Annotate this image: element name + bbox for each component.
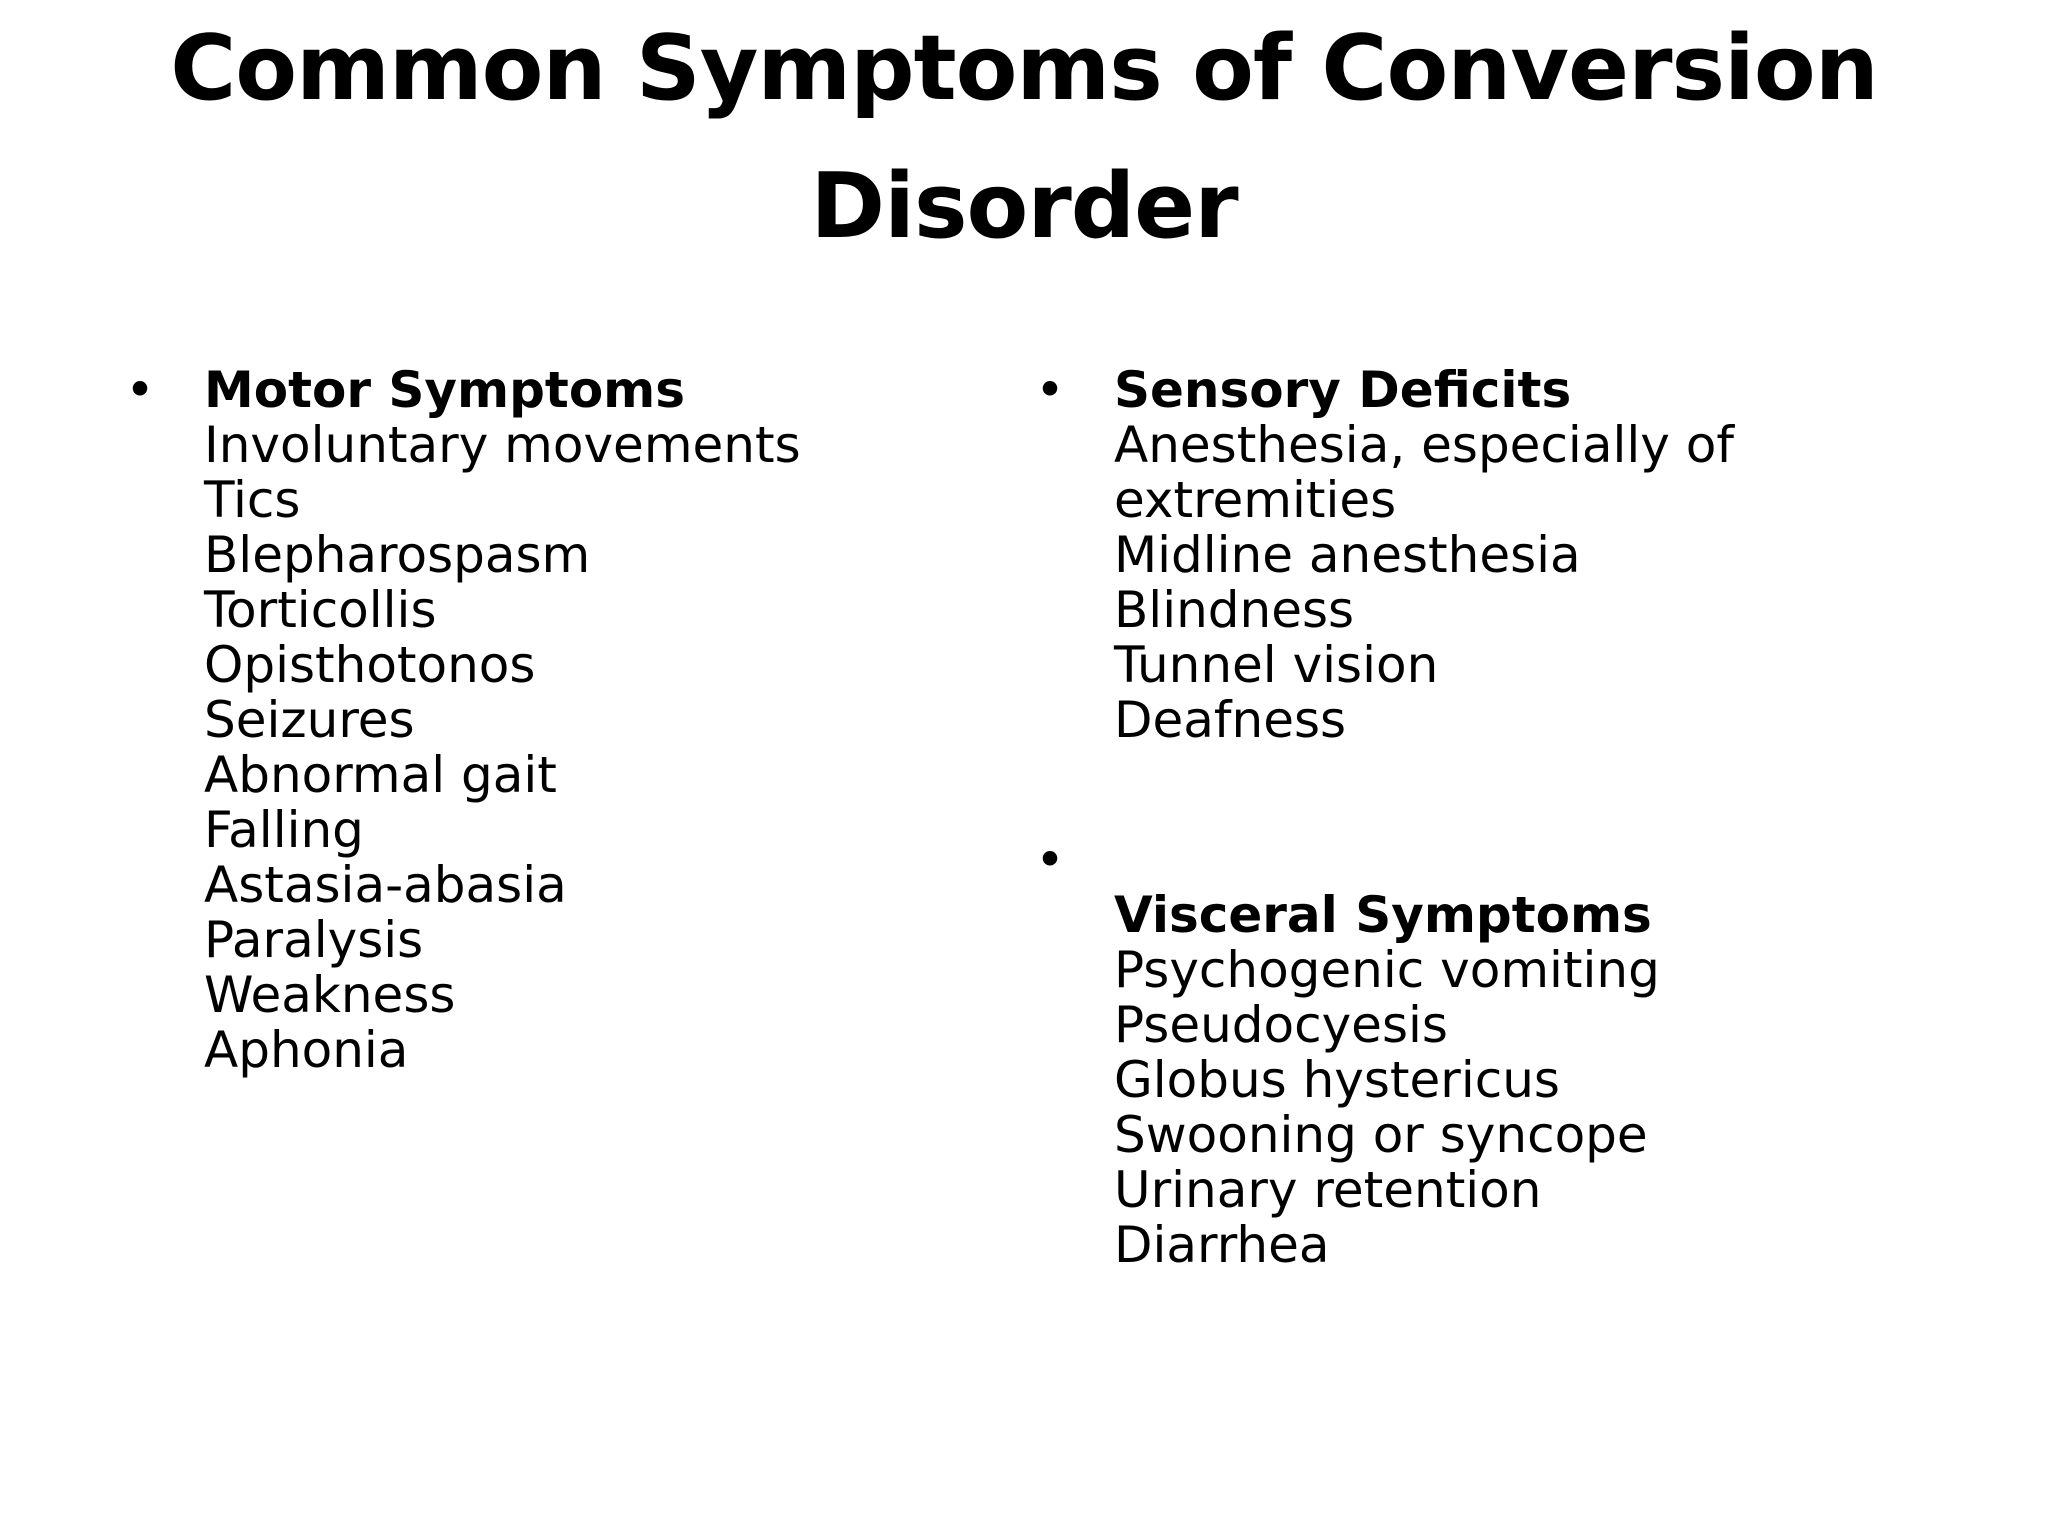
group-heading: Visceral Symptoms [1114, 886, 1652, 944]
list-item: Paralysis [204, 911, 424, 969]
blank-line [1114, 833, 1930, 888]
list-item: Anesthesia, especially of [1114, 416, 1734, 474]
list-item: Blindness [1114, 581, 1355, 639]
list-item: Aphonia [204, 1021, 409, 1079]
bullet-icon: • [1035, 831, 1065, 889]
list-item: Abnormal gait [204, 746, 557, 804]
list-item: Tics [204, 471, 301, 529]
list-item: Involuntary movements [204, 416, 801, 474]
visceral-symptoms-group [1030, 833, 1930, 1273]
bullet-icon: • [125, 361, 155, 419]
motor-symptoms-group [120, 363, 1020, 1078]
list-item: Deafness [1114, 691, 1347, 749]
group-heading: Motor Symptoms [204, 361, 686, 419]
list-item: Diarrhea [1114, 1216, 1330, 1274]
left-column [120, 363, 1020, 1078]
title-line: Common Symptoms of Conversion [170, 16, 1878, 121]
list-item: Opisthotonos [204, 636, 536, 694]
list-item: Weakness [204, 966, 456, 1024]
right-column [1030, 363, 1930, 1273]
list-item: Tunnel vision [1114, 636, 1439, 694]
list-item: Urinary retention [1114, 1161, 1542, 1219]
title-line: Disorder [810, 154, 1238, 259]
list-item: Midline anesthesia [1114, 526, 1581, 584]
list-item: Blepharospasm [204, 526, 591, 584]
list-item: Astasia-abasia [204, 856, 567, 914]
list-item: Globus hystericus [1114, 1051, 1560, 1109]
slide-title [120, 0, 1928, 276]
group-heading: Sensory Deficits [1114, 361, 1572, 419]
list-item: Seizures [204, 691, 415, 749]
list-item: Torticollis [204, 581, 437, 639]
list-item: Swooning or syncope [1114, 1106, 1648, 1164]
list-item: Psychogenic vomiting [1114, 941, 1660, 999]
list-item: Falling [204, 801, 364, 859]
sensory-deficits-group [1030, 363, 1930, 748]
bullet-icon: • [1035, 361, 1065, 419]
list-item: Pseudocyesis [1114, 996, 1448, 1054]
list-item: extremities [1114, 471, 1397, 529]
